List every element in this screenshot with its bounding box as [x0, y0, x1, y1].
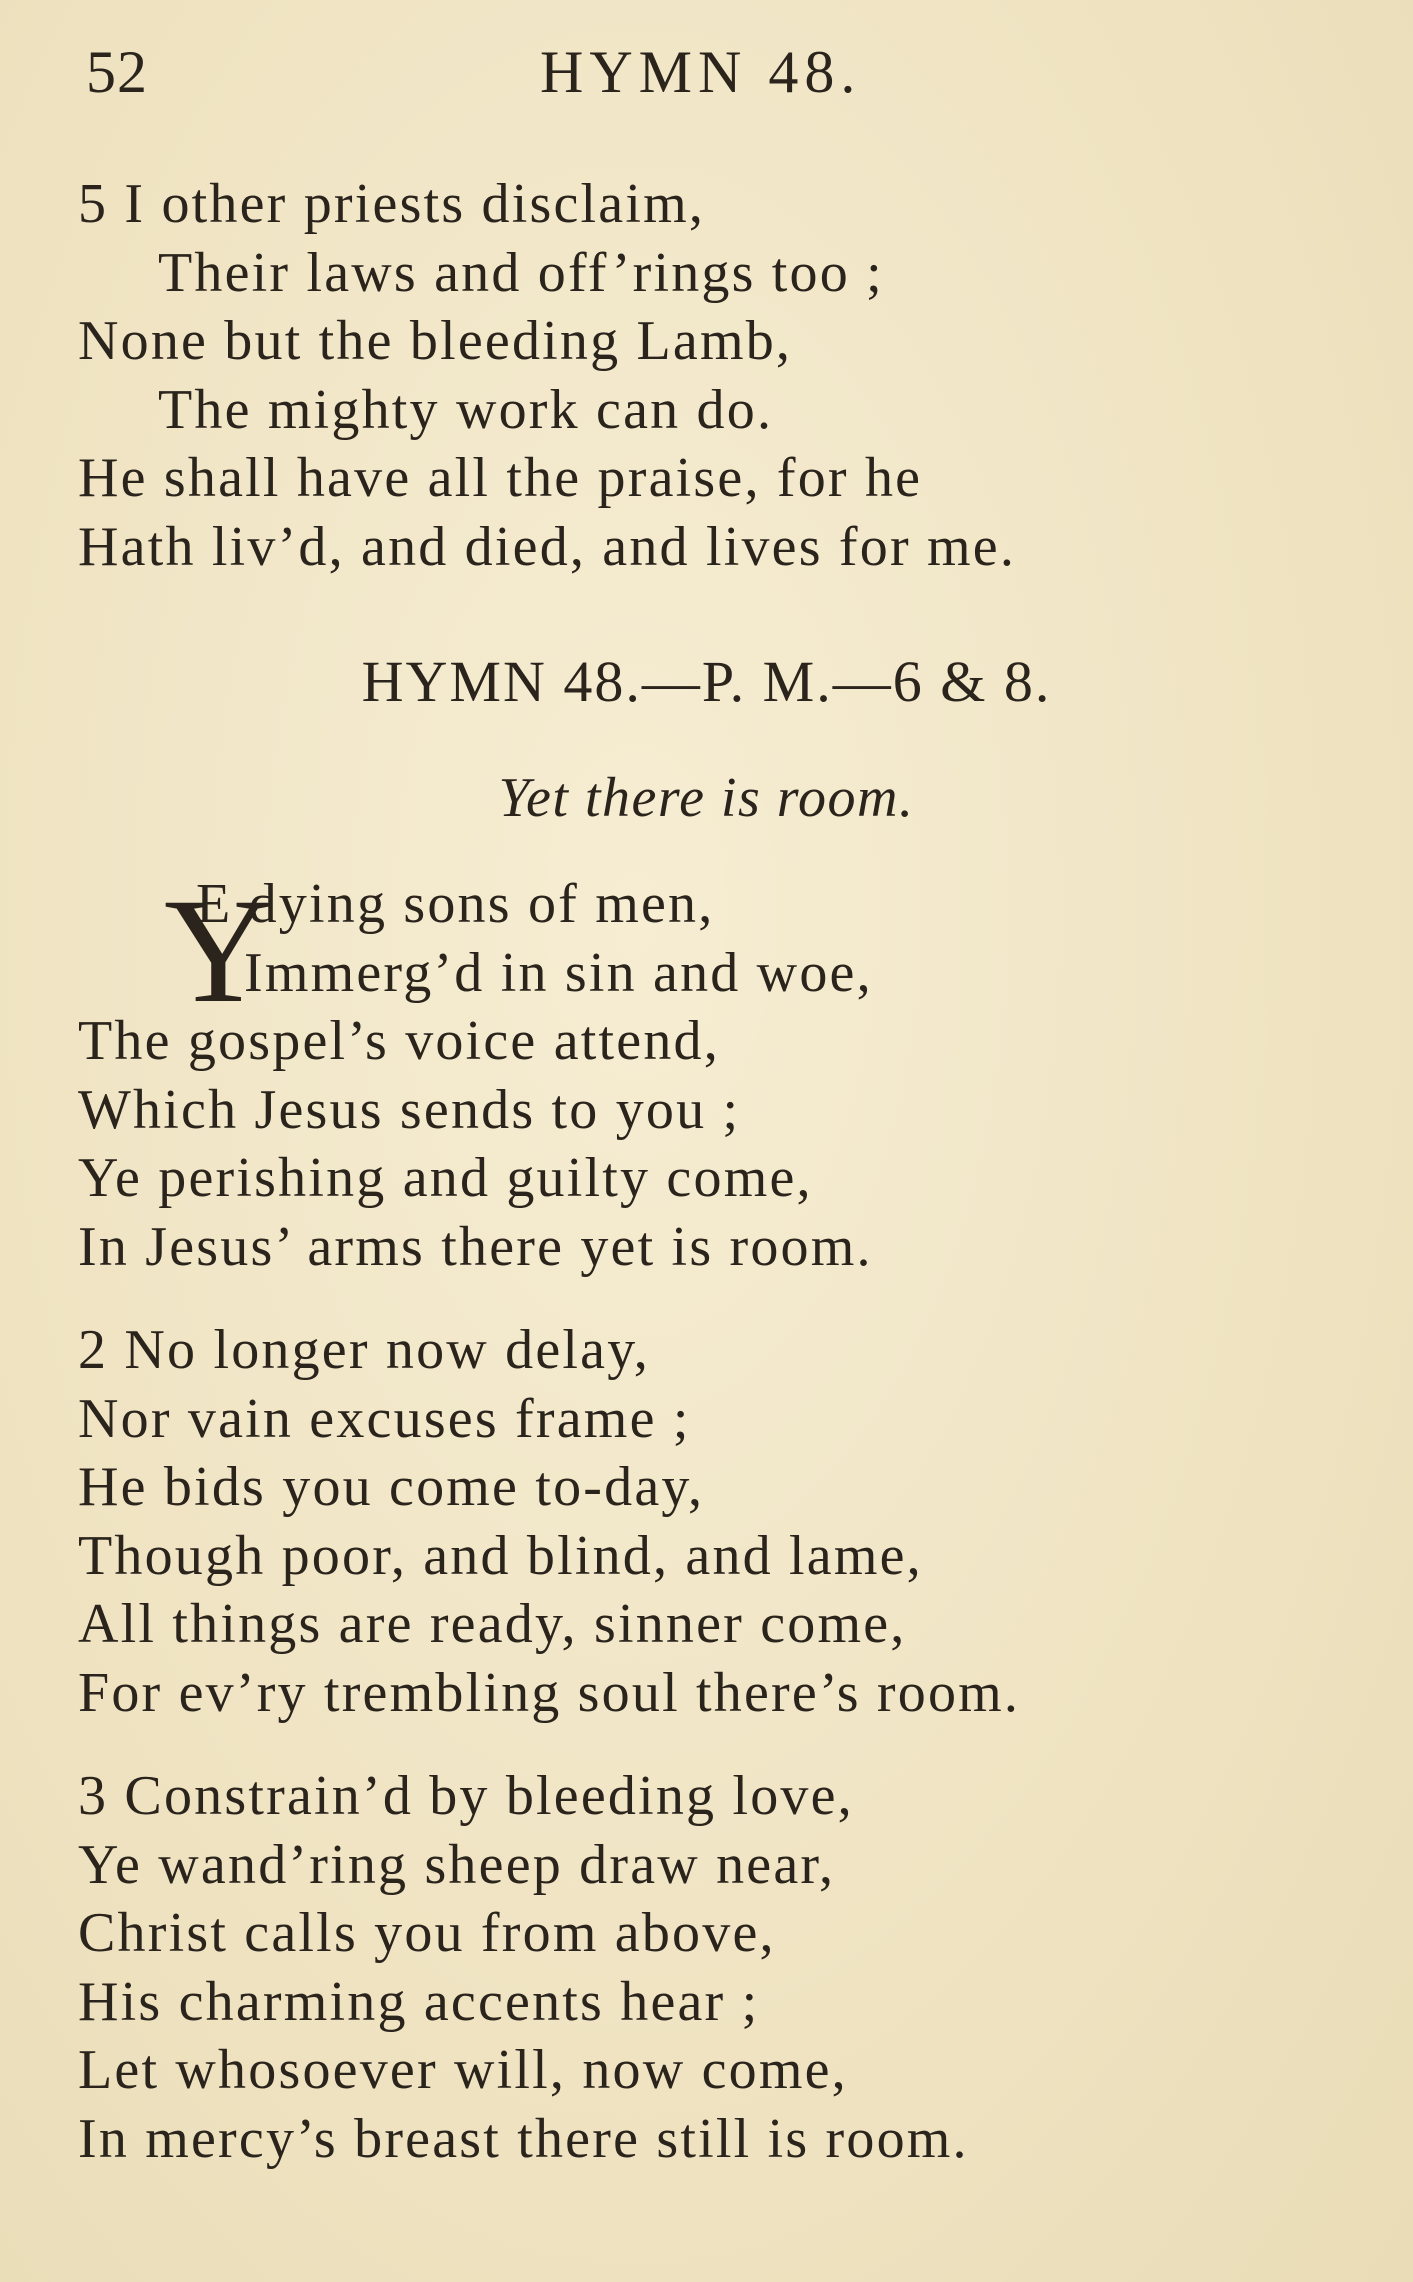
running-head	[0, 38, 1413, 108]
verse-line: All things are ready, sinner come,	[78, 1593, 907, 1655]
verse-line: Ye wand’ring sheep draw near,	[78, 1833, 836, 1896]
verse-line: For ev’ry trembling soul there’s room.	[78, 1661, 1021, 1724]
verse-line: In Jesus’ arms there yet is room.	[78, 1215, 873, 1278]
verse-line: Nor vain excuses frame ;	[78, 1387, 691, 1450]
verse-line: 3 Constrain’d by bleeding love,	[78, 1765, 854, 1827]
verse-line: He shall have all the praise, for he	[78, 447, 923, 509]
verse-line: The mighty work can do.	[158, 378, 774, 441]
verse-line: Let whosoever will, now come,	[78, 2039, 848, 2101]
drop-cap: Y	[164, 868, 275, 1034]
verse-line: Christ calls you from above,	[78, 1902, 776, 1964]
verse-line: Immerg’d in sin and woe,	[244, 941, 873, 1004]
verse-line: Ye perishing and guilty come,	[78, 1147, 813, 1209]
verse-line: 2 No longer now delay,	[78, 1319, 650, 1381]
stanza-2	[78, 1316, 1020, 1727]
stanza-3	[78, 1762, 969, 2173]
stanza-1	[78, 870, 873, 1281]
verse-line: 5 I other priests disclaim,	[78, 173, 706, 235]
hymn-subtitle: Yet there is room.	[498, 767, 915, 829]
verse-line: Their laws and off’rings too ;	[158, 241, 884, 304]
verse-line: Which Jesus sends to you ;	[78, 1078, 741, 1141]
verse-line: Hath liv’d, and died, and lives for me.	[78, 515, 1017, 578]
verse-line: He bids you come to-day,	[78, 1456, 705, 1518]
verse-line: E dying sons of men,	[196, 873, 715, 935]
running-title: HYMN 48.	[540, 39, 862, 105]
page-number: 52	[86, 39, 148, 105]
verse-line: The gospel’s voice attend,	[78, 1010, 720, 1072]
stanza-5-previous-hymn	[78, 170, 1016, 581]
verse-line: None but the bleeding Lamb,	[78, 310, 793, 372]
verse-line: His charming accents hear ;	[78, 1970, 760, 2033]
verse-line: In mercy’s breast there still is room.	[78, 2107, 969, 2170]
hymn-title: HYMN 48.—P. M.—6 & 8.	[361, 649, 1052, 714]
verse-line: Though poor, and blind, and lame,	[78, 1524, 923, 1587]
